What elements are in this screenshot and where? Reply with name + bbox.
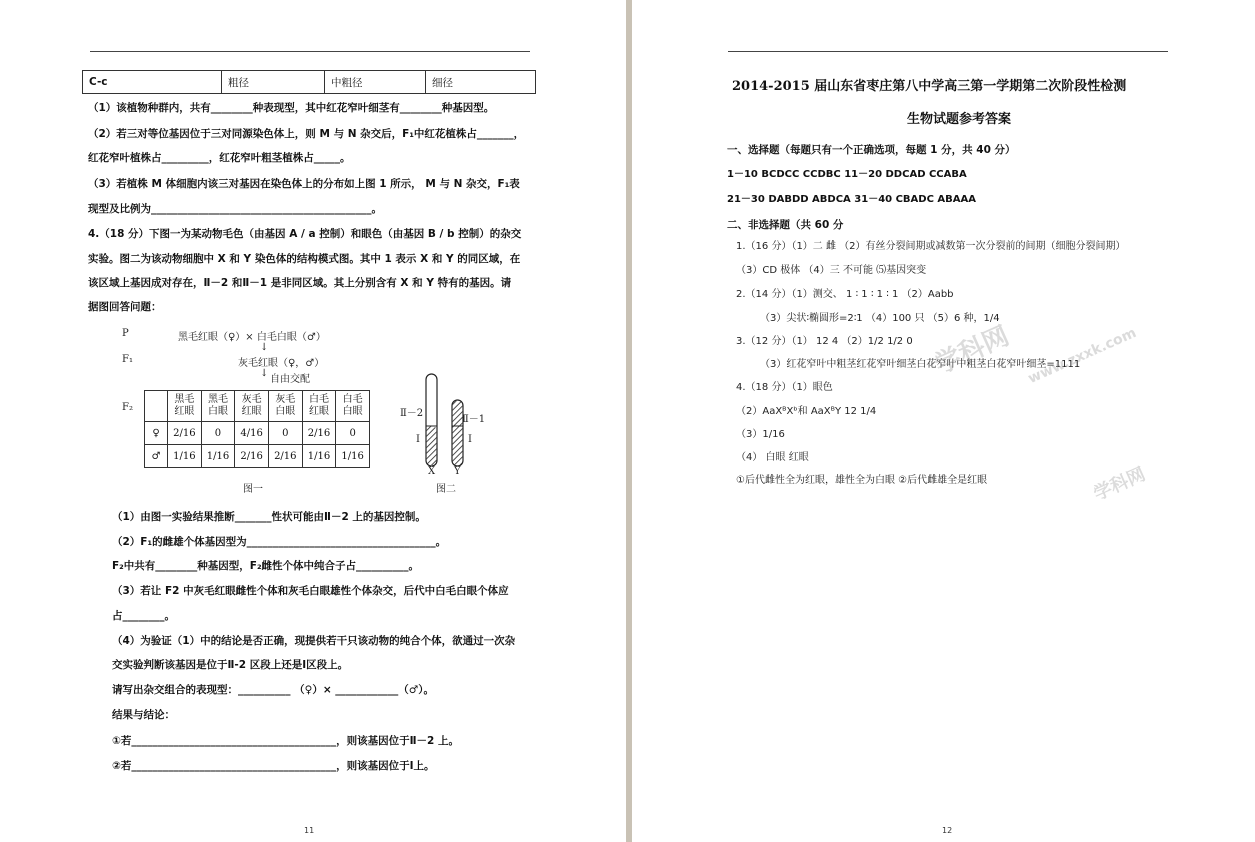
question-line: 结果与结论： xyxy=(112,709,175,721)
answer-line: （2）AaXᴮXᵇ和 AaXᴮY 12 1/4 xyxy=(736,406,877,417)
generation-f2-label: F₂ xyxy=(122,402,133,413)
question-line: 占________。 xyxy=(112,610,175,622)
answer-line: （3）红花窄叶中粗茎红花窄叶细茎白花窄叶中粗茎白花窄叶细茎=1111 xyxy=(760,359,1081,370)
page-12 xyxy=(632,0,1255,842)
table-header-cell: 灰毛 白眼 xyxy=(268,391,302,422)
table-header-cell: 白毛 白眼 xyxy=(336,391,370,422)
table-cell: 0 xyxy=(201,422,235,445)
question-line: 现型及比例为__________________________________________。 xyxy=(88,203,382,215)
figure-caption: 图二 xyxy=(436,484,456,495)
mc-answers: 1－10 BCDCC CCDBC 11－20 DDCAD CCABA xyxy=(727,169,967,180)
arrow-down-icon: ↓ xyxy=(260,368,269,379)
table-cell: 0 xyxy=(268,422,302,445)
question-line: （1）由图一实验结果推断_______性状可能由Ⅱ－2 上的基因控制。 xyxy=(112,511,426,523)
mc-answers: 21－30 DABDD ABDCA 31－40 CBADC ABAAA xyxy=(727,194,976,205)
region-label: Ⅰ xyxy=(416,434,420,445)
watermark-url: www.zxxk.com xyxy=(1025,324,1139,388)
table-header-cell: 黑毛 白眼 xyxy=(201,391,235,422)
question-line: 据图回答问题： xyxy=(88,301,162,313)
table-cell: 0 xyxy=(336,422,370,445)
table-cell: C-c xyxy=(83,71,222,94)
table-cell: 中粗径 xyxy=(325,71,426,94)
table-cell: 4/16 xyxy=(235,422,269,445)
y-chromosome-label: Y xyxy=(454,466,461,477)
question-line: 交实验判断该基因是位于Ⅱ-2 区段上还是Ⅰ区段上。 xyxy=(112,659,349,671)
f2-ratio-table xyxy=(144,390,370,468)
page-number: 11 xyxy=(304,826,315,835)
watermark-logo: 学科网 xyxy=(930,321,1014,381)
region-label: Ⅰ xyxy=(468,434,472,445)
question-line: ①若_______________________________________，则该基因位于Ⅱ－2 上。 xyxy=(112,735,460,747)
table-cell: 1/16 xyxy=(302,445,336,468)
table-cell: 1/16 xyxy=(336,445,370,468)
question-line: 4.（18 分）下图一为某动物毛色（由基因 A / a 控制）和眼色（由基因 B / b 控制）的杂交 xyxy=(88,228,522,240)
trait-table xyxy=(82,70,536,94)
answer-line: （3）尖状∶椭圆形=2∶1 （4）100 只 （5）6 种，1/4 xyxy=(760,313,1000,324)
question-line: （3）若植株 M 体细胞内该三对基因在染色体上的分布如上图 1 所示， M 与 N 杂交，F₁表 xyxy=(88,178,520,190)
table-row xyxy=(145,422,370,445)
table-cell: 粗径 xyxy=(222,71,325,94)
answer-line: 1.（16 分）（1）二 雌 （2）有丝分裂间期或减数第一次分裂前的间期（细胞分裂间期） xyxy=(736,241,1126,252)
figure-two xyxy=(396,370,486,495)
table-cell: 2/16 xyxy=(168,422,202,445)
question-line: （2）若三对等位基因位于三对同源染色体上，则 M 与 N 杂交后，F₁中红花植株占_______， xyxy=(88,128,525,140)
header-rule xyxy=(728,51,1168,52)
answer-line: 2.（14 分）（1）测交、 1 ∶ 1 ∶ 1 ∶ 1 （2）Aabb xyxy=(736,289,954,300)
xy-chromosome-diagram xyxy=(396,370,486,480)
page-number: 12 xyxy=(942,826,953,835)
arrow-down-icon: ↓ xyxy=(260,342,269,353)
table-cell: 2/16 xyxy=(302,422,336,445)
table-header-cell: 白毛 红眼 xyxy=(302,391,336,422)
question-line: ②若_______________________________________，则该基因位于Ⅰ上。 xyxy=(112,760,435,772)
question-line: 红花窄叶植株占_________，红花窄叶粗茎植株占_____。 xyxy=(88,152,351,164)
x-chromosome-label: X xyxy=(428,466,436,477)
female-symbol: ♀ xyxy=(145,422,168,445)
header-rule xyxy=(90,51,530,52)
question-line: 请写出杂交组合的表现型：__________ （♀）× ____________（♂）。 xyxy=(112,684,434,696)
question-line: 实验。图二为该动物细胞中 X 和 Y 染色体的结构模式图。其中 1 表示 X 和 Y 的同区域，在 xyxy=(88,253,521,265)
table-header-cell: 灰毛 红眼 xyxy=(235,391,269,422)
question-line: （3）若让 F2 中灰毛红眼雌性个体和灰毛白眼雄性个体杂交，后代中白毛白眼个体应 xyxy=(112,585,509,597)
question-line: （1）该植物种群内，共有________种表现型，其中红花窄叶细茎有________种基因型。 xyxy=(88,102,495,114)
table-cell: 1/16 xyxy=(201,445,235,468)
p-cross-text: 黑毛红眼（♀）× 白毛白眼（♂） xyxy=(178,332,326,343)
page-title: 2014-2015 届山东省枣庄第八中学高三第一学期第二次阶段性检测 xyxy=(732,79,1127,94)
male-symbol: ♂ xyxy=(145,445,168,468)
table-cell: 1/16 xyxy=(168,445,202,468)
table-row xyxy=(83,71,536,94)
section-heading: 二、非选择题（共 60 分 xyxy=(727,219,844,231)
answer-line: ①后代雌性全为红眼，雄性全为白眼 ②后代雌雄全是红眼 xyxy=(736,475,988,486)
table-cell: 2/16 xyxy=(268,445,302,468)
f1-text: 灰毛红眼（♀，♂） xyxy=(238,358,325,369)
table-cell: 2/16 xyxy=(235,445,269,468)
table-row xyxy=(145,445,370,468)
region-label: Ⅱ－1 xyxy=(462,414,486,425)
question-line: （4）为验证（1）中的结论是否正确，现提供若干只该动物的纯合个体，欲通过一次杂 xyxy=(112,635,516,647)
figure-caption: 图一 xyxy=(243,484,263,495)
section-heading: 一、选择题（每题只有一个正确选项，每题 1 分，共 40 分） xyxy=(727,144,1016,156)
table-header-cell: 黑毛 红眼 xyxy=(168,391,202,422)
generation-f1-label: F₁ xyxy=(122,354,133,365)
watermark-logo: 学科网 xyxy=(1090,463,1149,505)
answer-line: （4） 白眼 红眼 xyxy=(736,452,809,463)
answer-line: （3）CD 极体 （4）三 不可能 ⑸基因突变 xyxy=(736,265,927,276)
region-label: Ⅱ－2 xyxy=(400,408,424,419)
question-line: F₂中共有________种基因型，F₂雌性个体中纯合子占__________。 xyxy=(112,560,420,572)
answer-line: 4.（18 分）（1）眼色 xyxy=(736,382,833,393)
question-line: （2）F₁的雌雄个体基因型为____________________________________。 xyxy=(112,536,447,548)
table-cell: 细径 xyxy=(426,71,536,94)
answer-line: （3）1/16 xyxy=(736,429,785,440)
generation-p-label: P xyxy=(122,328,129,339)
page-subtitle: 生物试题参考答案 xyxy=(907,112,1012,127)
page-11 xyxy=(0,0,626,842)
self-cross-text: 自由交配 xyxy=(270,374,310,385)
question-line: 该区域上基因成对存在，Ⅱ－2 和Ⅱ－1 是非同区域。其上分别含有 X 和 Y 特有的基因。请 xyxy=(88,277,512,289)
answer-line: 3.（12 分）（1） 12 4 （2）1/2 1/2 0 xyxy=(736,336,913,347)
table-row xyxy=(145,391,370,422)
